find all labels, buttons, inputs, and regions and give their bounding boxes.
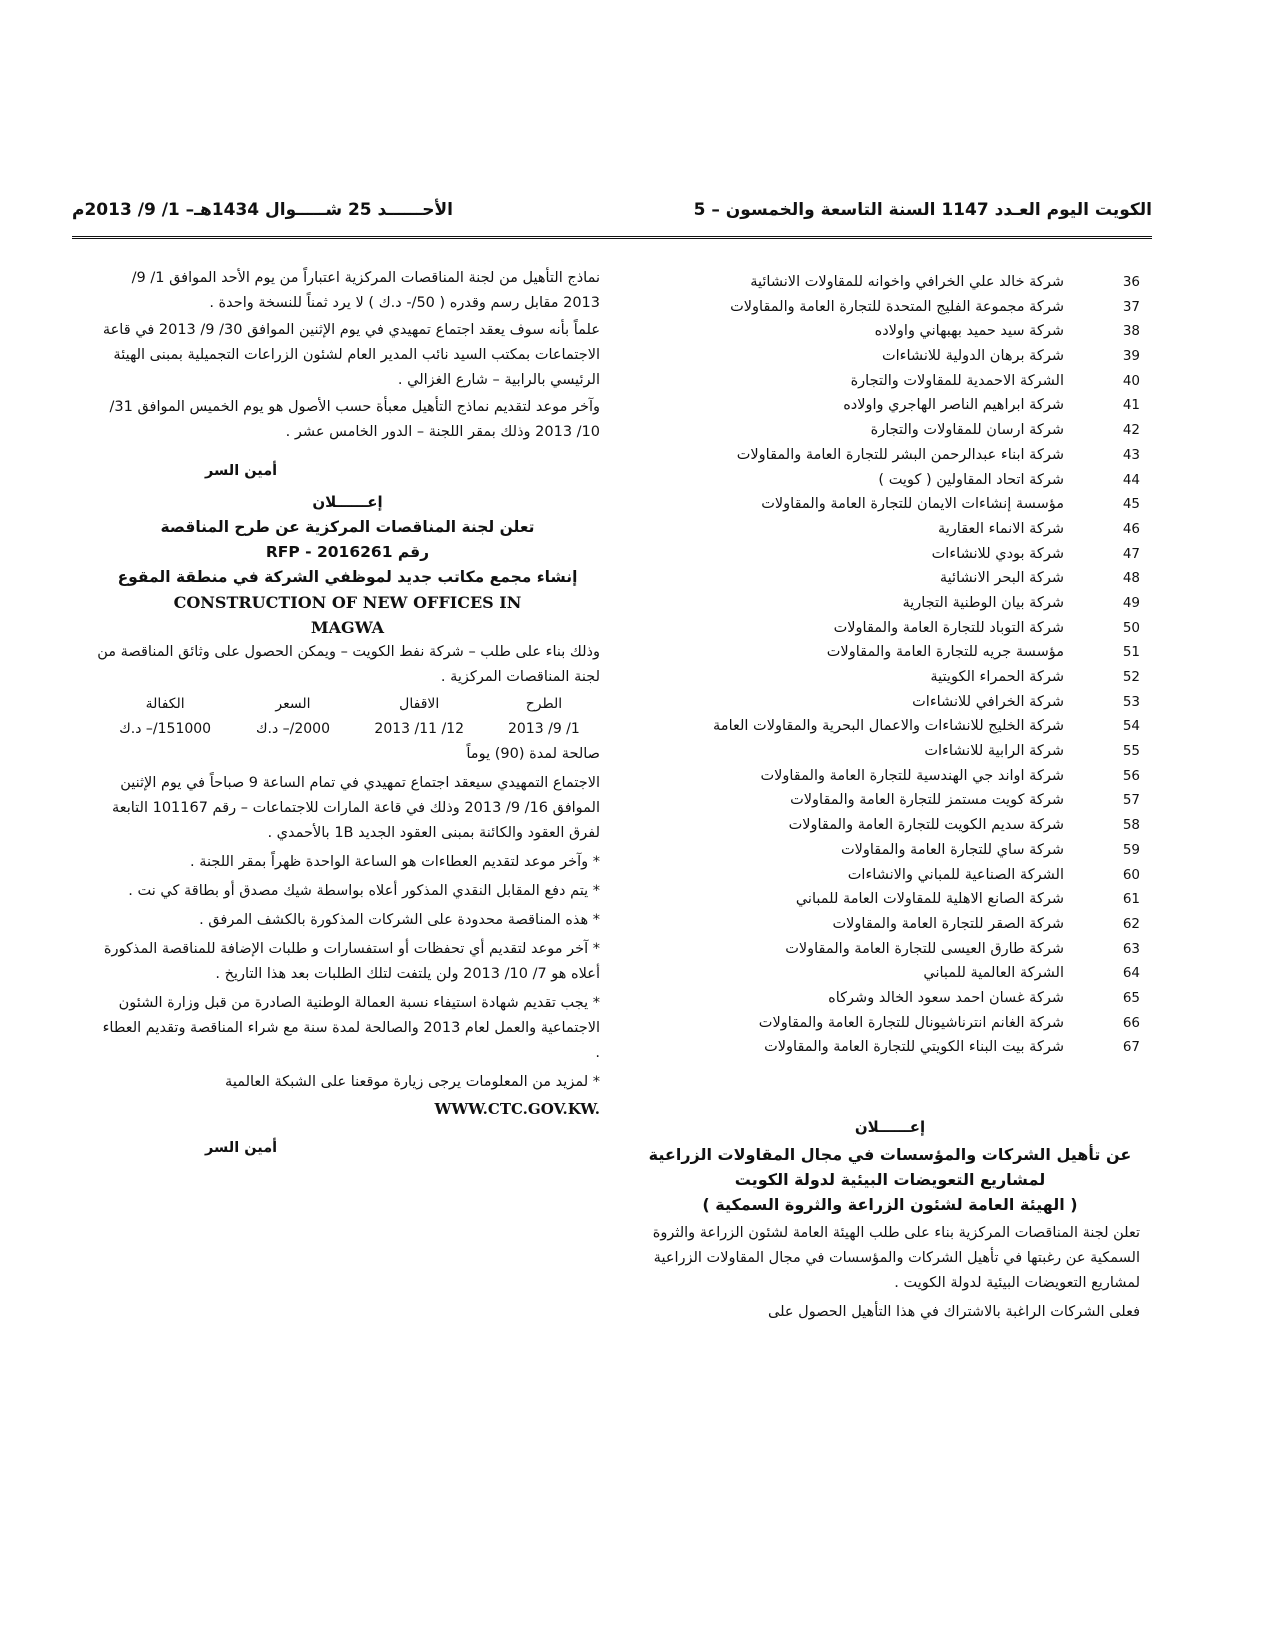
table-header: الاقفال	[399, 696, 440, 712]
bullet-item: * يجب تقديم شهادة استيفاء نسبة العمالة الوطنية الصادرة من قبل وزارة الشئون الاجتماعية والعمل لعام 2013 والصالحة لمدة سنة مع شراء المناقصة وتقديم العطاء .	[102, 995, 600, 1061]
announcement-body: تعلن لجنة المناقصات المركزية بناء على طلب الهيئة العامة لشئون الزراعة والثروة السمكية عن رغبتها في تأهيل الشركات والمؤسسات في مجال المقاولات الزراعية لمشاريع التعويضات البيئية لدولة الكويت .	[652, 1225, 1140, 1291]
list-item-number: 43	[1122, 446, 1140, 463]
company-name: شركة الصانع الاهلية للمقاولات العامة للمباني	[795, 891, 1064, 908]
list-item-number: 40	[1122, 372, 1140, 389]
company-name: شركة برهان الدولية للانشاءات	[882, 348, 1064, 365]
bullet-item: * آخر موعد لتقديم أي تحفظات أو استفسارات و طلبات الإضافة للمناقصة المذكورة أعلاه هو 7/ 10/ 2013 ولن يلتفت لتلك الطلبات بعد هذا التاريخ .	[103, 941, 600, 982]
table-header: الكفالة	[145, 696, 185, 712]
company-name: شركة خالد علي الخرافي واخوانه للمقاولات الانشائية	[750, 274, 1064, 290]
table-row	[95, 717, 600, 742]
list-item	[640, 863, 1140, 888]
company-name: شركة اتحاد المقاولين ( كويت )	[878, 471, 1064, 488]
signature: أمين السر	[205, 1140, 278, 1156]
list-item-number: 37	[1122, 298, 1140, 315]
table-header-row	[95, 692, 600, 717]
list-item	[640, 319, 1140, 344]
list-item-number: 63	[1122, 940, 1140, 957]
list-item-number: 60	[1122, 866, 1140, 883]
list-item-number: 55	[1122, 743, 1140, 760]
list-item	[640, 591, 1140, 616]
validity-note: صالحة لمدة (90) يوماً	[466, 746, 600, 762]
list-item-number: 64	[1122, 965, 1140, 982]
company-name: شركة بودي للانشاءات	[931, 545, 1064, 562]
announcement-heading-2: لمشاريع التعويضات البيئية لدولة الكويت	[734, 1170, 1046, 1189]
list-item	[640, 665, 1140, 690]
company-name: شركة اواند جي الهندسية للتجارة العامة والمقاولات	[760, 767, 1064, 784]
list-item	[640, 764, 1140, 789]
table-cell: 151000/– د.ك	[119, 721, 212, 737]
list-item	[640, 393, 1140, 418]
company-name: الشركة الاحمدية للمقاولات والتجارة	[850, 372, 1064, 389]
list-item	[640, 640, 1140, 665]
list-item-number: 58	[1122, 817, 1140, 834]
company-name: شركة البحر الانشائية	[939, 570, 1064, 587]
company-name: مؤسسة جريه للتجارة العامة والمقاولات	[826, 644, 1064, 661]
tender-subject-english-2: MAGWA	[310, 618, 385, 637]
list-item-number: 67	[1122, 1039, 1140, 1056]
list-item-number: 66	[1122, 1014, 1140, 1031]
table-header: الطرح	[525, 696, 563, 712]
left-column	[95, 266, 600, 1165]
company-name: شركة التوباد للتجارة العامة والمقاولات	[833, 619, 1064, 636]
list-item	[640, 270, 1140, 295]
list-item-number: 50	[1122, 619, 1140, 636]
company-name: شركة سيد حميد بهبهاني واولاده	[874, 323, 1064, 340]
list-item-number: 52	[1122, 669, 1140, 685]
list-item-number: 61	[1122, 891, 1140, 908]
company-name: شركة الحمراء الكويتية	[930, 669, 1064, 685]
announcement-heading-3: ( الهيئة العامة لشئون الزراعة والثروة السمكية )	[702, 1195, 1078, 1214]
signature: أمين السر	[205, 463, 278, 479]
list-item-number: 54	[1122, 718, 1140, 735]
list-item-number: 49	[1122, 594, 1140, 611]
list-item	[640, 517, 1140, 542]
list-item	[640, 887, 1140, 912]
company-name: شركة ابراهيم الناصر الهاجري واولاده	[843, 397, 1064, 414]
announcement-title: إعــــــلان	[854, 1118, 926, 1136]
paragraph: علماً بأنه سوف يعقد اجتماع تمهيدي في يوم الإثنين الموافق 30/ 9/ 2013 في قاعة الاجتماعات بمكتب السيد نائب المدير العام لشئون الزراعات التجميلية بمبنى الهيئة الرئيسي بالرابية – شارع الغزالي .	[102, 322, 600, 388]
table-header: السعر	[275, 696, 311, 712]
company-name: شركة الانماء العقارية	[937, 520, 1064, 537]
company-name: شركة ساي للتجارة العامة والمقاولات	[840, 841, 1064, 858]
paragraph: وآخر موعد لتقديم نماذج التأهيل معبأة حسب الأصول هو يوم الخميس الموافق 31/ 10/ 2013 وذلك بمقر اللجنة – الدور الخامس عشر .	[109, 399, 600, 440]
qualification-announcement	[640, 1118, 1140, 1325]
company-name: شركة الخرافي للانشاءات	[912, 693, 1064, 710]
company-name: الشركة الصناعية للمباني والانشاءات	[847, 866, 1064, 883]
list-item	[640, 1035, 1140, 1060]
tender-number: رقم RFP - 2016261	[265, 543, 430, 561]
list-item	[640, 813, 1140, 838]
tender-subject: إنشاء مجمع مكاتب جديد لموظفي الشركة في منطقة المقوع	[117, 568, 578, 586]
list-item-number: 48	[1122, 570, 1140, 587]
table-cell: 12/ 11/ 2013	[374, 721, 465, 737]
bullet-item: * وآخر موعد لتقديم العطاءات هو الساعة الواحدة ظهراً بمقر اللجنة .	[189, 854, 600, 870]
announcement-heading-1: عن تأهيل الشركات والمؤسسات في مجال المقاولات الزراعية	[648, 1145, 1132, 1164]
list-item-number: 51	[1122, 644, 1140, 661]
paragraph: وذلك بناء على طلب – شركة نفط الكويت – ويمكن الحصول على وثائق المناقصة من لجنة المناقصات المركزية .	[97, 644, 600, 685]
list-item-number: 57	[1122, 792, 1140, 809]
list-item	[640, 961, 1140, 986]
list-item-number: 42	[1122, 422, 1140, 439]
company-name: شركة ابناء عبدالرحمن البشر للتجارة العامة والمقاولات	[736, 446, 1064, 463]
list-item	[640, 912, 1140, 937]
header-issue-info: الكويت اليوم العـدد 1147 السنة التاسعة والخمسون – 5	[693, 200, 1152, 220]
table-cell: 1/ 9/ 2013	[508, 721, 580, 737]
company-name: شركة بيت البناء الكويتي للتجارة العامة والمقاولات	[764, 1039, 1064, 1056]
list-item-number: 41	[1122, 397, 1140, 414]
company-name: الشركة العالمية للمباني	[923, 965, 1064, 982]
list-item	[640, 690, 1140, 715]
tender-announcement-title: إعــــــلان	[312, 493, 383, 511]
company-name: شركة الرابية للانشاءات	[924, 743, 1064, 760]
list-item	[640, 788, 1140, 813]
header-date: الأحــــــد 25 شـــــوال 1434هـ– 1/ 9/ 2013م	[72, 200, 453, 220]
list-item	[640, 295, 1140, 320]
tender-line: تعلن لجنة المناقصات المركزية عن طرح المناقصة	[160, 518, 535, 536]
list-item	[640, 616, 1140, 641]
list-item	[640, 492, 1140, 517]
header-rule	[72, 236, 1152, 239]
list-item	[640, 937, 1140, 962]
company-name: شركة مجموعة الفليج المتحدة للتجارة العامة والمقاولات	[730, 298, 1064, 315]
company-name: شركة الغانم انترناشيونال للتجارة العامة والمقاولات	[758, 1014, 1064, 1031]
tender-details-table	[95, 692, 600, 742]
list-item	[640, 566, 1140, 591]
company-name: شركة بيان الوطنية التجارية	[902, 594, 1064, 611]
company-list	[640, 270, 1140, 1060]
list-item-number: 47	[1122, 545, 1140, 562]
list-item	[640, 542, 1140, 567]
list-item	[640, 986, 1140, 1011]
list-item	[640, 1011, 1140, 1036]
list-item-number: 39	[1122, 348, 1140, 365]
list-item	[640, 468, 1140, 493]
list-item	[640, 714, 1140, 739]
list-item	[640, 838, 1140, 863]
list-item-number: 62	[1122, 915, 1140, 932]
tender-subject-english: CONSTRUCTION OF NEW OFFICES IN	[173, 593, 522, 612]
announcement-body-2: فعلى الشركات الراغبة بالاشتراك في هذا التأهيل الحصول على	[768, 1304, 1140, 1320]
list-item-number: 44	[1122, 471, 1140, 488]
list-item-number: 46	[1122, 520, 1140, 537]
company-name: شركة سديم الكويت للتجارة العامة والمقاولات	[788, 817, 1064, 834]
list-item-number: 59	[1122, 841, 1140, 858]
company-name: شركة طارق العيسى للتجارة العامة والمقاولات	[785, 940, 1064, 957]
bullet-item: * لمزيد من المعلومات يرجى زيارة موقعنا على الشبكة العالمية	[225, 1074, 600, 1090]
list-item-number: 56	[1122, 767, 1140, 784]
list-item-number: 36	[1122, 274, 1140, 290]
list-item-number: 38	[1122, 323, 1140, 340]
list-item	[640, 369, 1140, 394]
company-name: شركة غسان احمد سعود الخالد وشركاه	[828, 989, 1064, 1006]
list-item	[640, 443, 1140, 468]
bullet-item: * يتم دفع المقابل النقدي المذكور أعلاه بواسطة شيك مصدق أو بطاقة كي نت .	[128, 883, 600, 899]
company-name: شركة كويت مستمز للتجارة العامة والمقاولات	[790, 792, 1064, 809]
list-item	[640, 418, 1140, 443]
paragraph: نماذج التأهيل من لجنة المناقصات المركزية اعتباراً من يوم الأحد الموافق 1/ 9/ 2013 مقابل رسم وقدره ( 50/- د.ك ) لا يرد ثمناً للنسخة واحدة .	[131, 270, 600, 311]
list-item-number: 65	[1122, 989, 1140, 1006]
website-url: WWW.CTC.GOV.KW.	[434, 1100, 600, 1118]
page-header	[72, 196, 1152, 232]
company-name: شركة ارسان للمقاولات والتجارة	[870, 422, 1064, 439]
list-item	[640, 739, 1140, 764]
list-item-number: 45	[1122, 496, 1140, 513]
list-item	[640, 344, 1140, 369]
company-name: مؤسسة إنشاءات الايمان للتجارة العامة والمقاولات	[761, 496, 1064, 513]
paragraph: الاجتماع التمهيدي سيعقد اجتماع تمهيدي في تمام الساعة 9 صباحاً في يوم الإثنين الموافق 16/ 9/ 2013 وذلك في قاعة المارات للاجتماعات – رقم 101167 التابعة لفرق العقود والكائنة بمبنى العقود الجديد 1B بالأحمدي .	[111, 775, 600, 841]
company-name: شركة الخليج للانشاءات والاعمال البحرية والمقاولات العامة	[713, 718, 1064, 735]
table-cell: 2000/– د.ك	[255, 721, 330, 737]
company-name: شركة الصقر للتجارة العامة والمقاولات	[832, 915, 1064, 932]
bullet-item: * هذه المناقصة محدودة على الشركات المذكورة بالكشف المرفق .	[199, 912, 600, 928]
list-item-number: 53	[1122, 693, 1140, 710]
